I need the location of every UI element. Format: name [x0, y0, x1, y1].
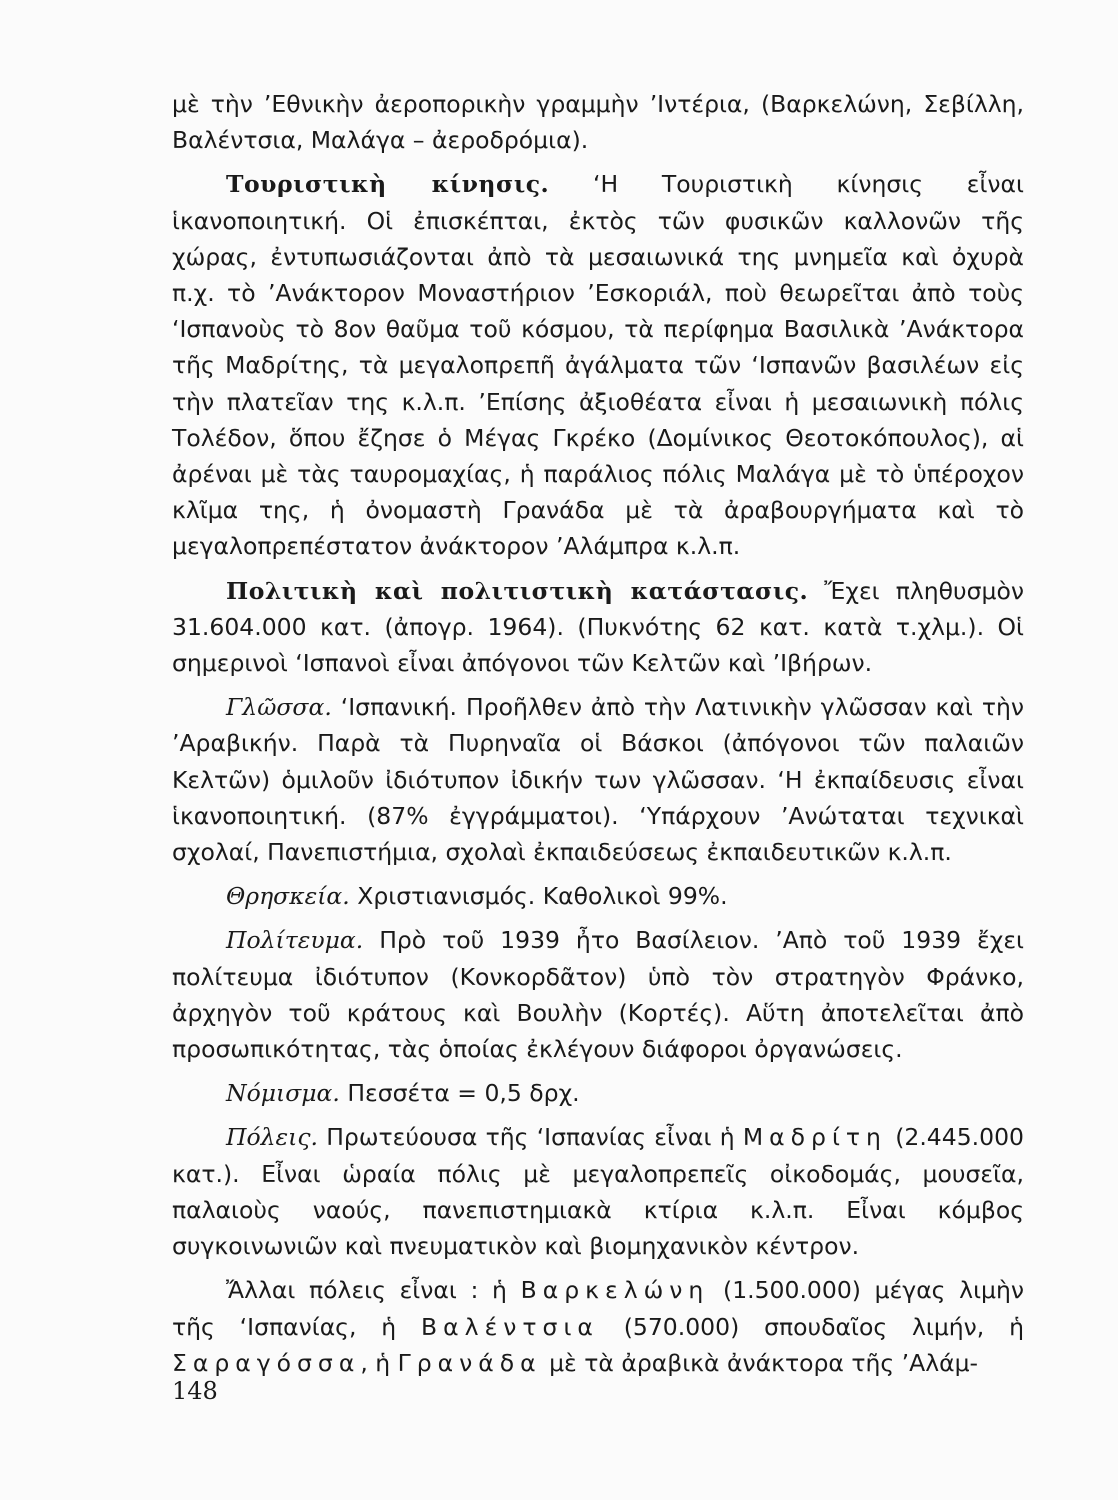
- cities-text-after: (2.445.000 κατ.). Εἶναι ὡραία πόλις μὲ μεγαλοπρεπεῖς οἰκοδομάς, μουσεῖα, παλαιοὺς ναούς, πανεπιστημιακὰ κτίρια κ.λ.π. Εἶναι κόμβος συγκοινωνιῶν καὶ πνευματικὸν καὶ βιομηχανικὸν κέντρον.: [172, 1123, 1024, 1261]
- currency-text: Πεσσέτα = 0,5 δρχ.: [339, 1079, 580, 1108]
- tourism-text: ‘Η Τουριστικὴ κίνησις εἶναι ἱκανοποιητική. Οἱ ἐπισκέπται, ἐκτὸς τῶν φυσικῶν καλλονῶν τῆς χώρας, ἐντυπωσιάζονται ἀπὸ τὰ μεσαιωνικά της μνημεῖα καὶ ὀχυρὰ π.χ. τὸ ’Ανάκτορον Μοναστήριον ’Εσκοριάλ, ποὺ θεωρεῖται ἀπὸ τοὺς ‘Ισπανοὺς τὸ 8ον θαῦμα τοῦ κόσμου, τὰ περίφημα Βασιλικὰ ’Ανάκτορα τῆς Μαδρίτης, τὰ μεγαλοπρεπῆ ἀγάλματα τῶν ‘Ισπανῶν βασιλέων εἰς τὴν πλατεῖαν της κ.λ.π. ’Επίσης ἀξιοθέατα εἶναι ἡ μεσαιωνικὴ πόλις Τολέδον, ὅπου ἔζησε ὁ Μέγας Γκρέκο (Δομίνικος Θεοτοκόπουλος), αἱ ἀρέναι μὲ τὰς ταυρομαχίας, ἡ παράλιος πόλις Μαλάγα μὲ τὸ ὑπέροχον κλῖμα της, ἡ ὀνομαστὴ Γρανάδα μὲ τὰ ἀραβουργήματα καὶ τὸ μεγαλοπρεπέστατον ἀνάκτορον ’Αλάμπρα κ.λ.π.: [172, 170, 1024, 561]
- city-barcelona: Βαρκελώνη: [520, 1276, 710, 1305]
- intro-text: μὲ τὴν ’Εθνικὴν ἀεροπορικὴν γραμμὴν ’Ιντέρια, (Βαρκελώνη, Σεβίλλη, Βαλέντσια, Μαλάγα – ἀεροδρόμια).: [172, 90, 1024, 155]
- cities-paragraph: [172, 1119, 1024, 1264]
- capital-name: Μαδρίτη: [742, 1123, 887, 1152]
- intro-paragraph: [172, 86, 1024, 158]
- politics-heading: Πολιτικὴ καὶ πολιτιστικὴ κατάστασις.: [226, 576, 809, 605]
- language-paragraph: [172, 689, 1024, 870]
- politics-text: Ἔχει πληθυσμὸν 31.604.000 κατ. (ἀπογρ. 1964). (Πυκνότης 62 κατ. κατὰ τ.χλμ.). Οἱ σημερινοὶ ‘Ισπανοὶ εἶναι ἀπόγονοι τῶν Κελτῶν καὶ ’Ιβήρων.: [172, 576, 1024, 678]
- politics-paragraph: [172, 573, 1024, 682]
- religion-paragraph: [172, 878, 1024, 914]
- currency-paragraph: [172, 1075, 1024, 1111]
- city-granada: Γρανάδα: [397, 1348, 542, 1377]
- language-heading: Γλῶσσα.: [226, 693, 332, 722]
- currency-heading: Νόμισμα.: [226, 1079, 340, 1108]
- cities-text-before: Πρωτεύουσα τῆς ‘Ισπανίας εἶναι ἡ: [318, 1123, 743, 1152]
- city-zaragoza: Σαραγόσσα: [172, 1348, 361, 1377]
- other-cities-text-d: , ἡ: [360, 1348, 398, 1377]
- page-content: [172, 86, 1024, 1381]
- government-text: Πρὸ τοῦ 1939 ἦτο Βασίλειον. ’Απὸ τοῦ 1939 ἔχει πολίτευμα ἰδιότυπον (Κονκορδᾶτον) ὑπὸ τὸν στρατηγὸν Φράνκο, ἀρχηγὸν τοῦ κράτους καὶ Βουλὴν (Κορτές). Αὕτη ἀποτελεῖται ἀπὸ προσωπικότητας, τὰς ὁποίας ἐκλέγουν διάφοροι ὀργανώσεις.: [172, 926, 1024, 1064]
- tourism-heading: Τουριστικὴ κίνησις.: [226, 170, 550, 199]
- religion-text: Χριστιανισμός. Καθολικοὶ 99%.: [349, 882, 728, 911]
- other-cities-text-a: Ἄλλαι πόλεις εἶναι : ἡ: [226, 1276, 521, 1305]
- language-text: ‘Ισπανική. Προῆλθεν ἀπὸ τὴν Λατινικὴν γλῶσσαν καὶ τὴν ’Αραβικήν. Παρὰ τὰ Πυρηναῖα οἱ Βάσκοι (ἀπόγονοι τῶν παλαιῶν Κελτῶν) ὁμιλοῦν ἰδιότυπον ἰδικήν των γλῶσσαν. ‘Η ἐκπαίδευσις εἶναι ἱκανοποιητική. (87% ἐγγράμματοι). ‘Υπάρχουν ’Ανώταται τεχνικαὶ σχολαί, Πανεπιστήμια, σχολαὶ ἐκπαιδεύσεως ἐκπαιδευτικῶν κ.λ.π.: [172, 693, 1024, 867]
- cities-heading: Πόλεις.: [226, 1123, 318, 1152]
- government-heading: Πολίτευμα.: [226, 926, 364, 955]
- page-number: 148: [172, 1377, 218, 1405]
- government-paragraph: [172, 922, 1024, 1067]
- other-cities-text-b: (1.500.000) μέγας λιμὴν τῆς ‘Ισπανίας, ἡ: [172, 1276, 1024, 1341]
- city-valencia: Βαλέντσια: [421, 1312, 599, 1341]
- other-cities-paragraph: [172, 1272, 1024, 1381]
- religion-heading: Θρησκεία.: [226, 882, 350, 911]
- tourism-paragraph: [172, 166, 1024, 564]
- other-cities-text-e: μὲ τὰ ἀραβικὰ ἀνάκτορα τῆς ’Αλάμ-: [541, 1348, 979, 1377]
- other-cities-text-c: (570.000) σπουδαῖος λιμήν, ἡ: [598, 1312, 1024, 1341]
